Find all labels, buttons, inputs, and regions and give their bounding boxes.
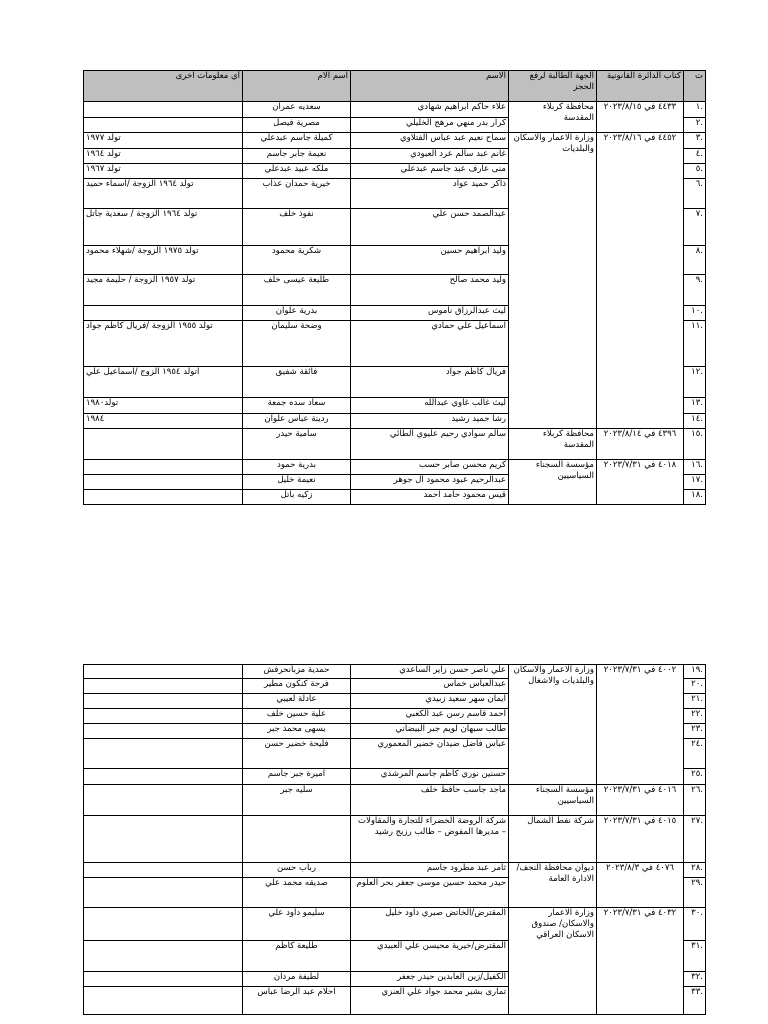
mother-name: بدرية حمود bbox=[243, 460, 351, 475]
legal-dept-book: ٤٠٧٦ في ٢٠٢٣/٨/٣ bbox=[597, 863, 684, 908]
other-info bbox=[84, 739, 243, 769]
other-info bbox=[84, 878, 243, 908]
requesting-authority: مؤسسة السجناء السياسيين bbox=[509, 460, 597, 505]
other-info bbox=[84, 306, 243, 321]
mother-name: نعيمة خليل bbox=[243, 475, 351, 490]
other-info: تولد ١٩٧٧ bbox=[84, 133, 243, 149]
legal-dept-book: ٤٣٩٦ في ٢٠٢٣/٨/١٤ bbox=[597, 429, 684, 460]
legal-dept-book: ٤٠٣٢ في ٢٠٢٣/٧/٣١ bbox=[597, 908, 684, 1015]
person-name: الكفيل/زين العابدين حيدر جعفر bbox=[351, 972, 509, 987]
mother-name: فرحة كنكون مطير bbox=[243, 679, 351, 694]
other-info bbox=[84, 118, 243, 133]
row-number: .٢٥ bbox=[684, 769, 706, 785]
other-info bbox=[84, 665, 243, 679]
header-info: أي معلومات اخرى bbox=[84, 71, 243, 102]
mother-name: سعديه عمران bbox=[243, 102, 351, 118]
row-number: .٥ bbox=[684, 164, 706, 179]
other-info: اتولد ١٩٥٤ الزوج /اسماعيل علي bbox=[84, 367, 243, 398]
other-info bbox=[84, 679, 243, 694]
person-name: المقترض/الخاتض صبري داود خليل bbox=[351, 908, 509, 941]
mother-name: فليحة خضير حسن bbox=[243, 739, 351, 769]
row-number: .١٥ bbox=[684, 429, 706, 460]
other-info: تولد ١٩٦٤ الزوجة / سعدية جاتل bbox=[84, 209, 243, 246]
row-number: .٢١ bbox=[684, 694, 706, 709]
other-info: تولد ١٩٦٤ bbox=[84, 149, 243, 164]
row-number: .٢٩ bbox=[684, 878, 706, 908]
row-number: .٢٠ bbox=[684, 679, 706, 694]
legal-dept-book: ٤٠١٨ في ٢٠٢٣/٧/٣١ bbox=[597, 460, 684, 505]
row-number: .٢٧ bbox=[684, 816, 706, 863]
person-name: علاء حاكم ابراهيم شهادي bbox=[351, 102, 509, 118]
person-name: ماجد جاسب حافظ خلف bbox=[351, 785, 509, 816]
requesting-authority: وزارة الاعمار والاسكان والبلديات bbox=[509, 133, 597, 429]
row-number: .٢٢ bbox=[684, 709, 706, 724]
person-name: شركة الروضة الخضراء للتجارة والمقاولات – مديرها المفوض – طالب رزيج رشيد bbox=[351, 816, 509, 863]
person-name: عبدالرحيم عبود محمود ال جوهر bbox=[351, 475, 509, 490]
other-info bbox=[84, 908, 243, 941]
row-number: .١٩ bbox=[684, 665, 706, 679]
mother-name: شكرية محمود bbox=[243, 246, 351, 275]
person-name: حسنين نوري كاظم جاسم المرشدي bbox=[351, 769, 509, 785]
table-row bbox=[84, 665, 706, 679]
row-number: .٣٠ bbox=[684, 908, 706, 941]
person-name: عبدالصمد حسن علي bbox=[351, 209, 509, 246]
person-name: منى عارف عبد جاسم عبدعلي bbox=[351, 164, 509, 179]
other-info bbox=[84, 709, 243, 724]
requesting-authority: ديوان محافظة النجف/الادارة العامة bbox=[509, 863, 597, 908]
mother-name: وضحة سليمان bbox=[243, 321, 351, 367]
table-row bbox=[84, 102, 706, 118]
mother-name: احلام عبد الرضا عباس bbox=[243, 987, 351, 1015]
legal-dept-book: ٤٤٣٣ في ٢٠٢٣/٨/١٥ bbox=[597, 102, 684, 133]
mother-name: طليعة عيسى خلف bbox=[243, 275, 351, 306]
other-info bbox=[84, 863, 243, 878]
other-info: تولد ١٩٧٥ الزوجة /شهلاء محمود bbox=[84, 246, 243, 275]
requesting-authority: شركة نفط الشمال bbox=[509, 816, 597, 863]
table-row bbox=[84, 908, 706, 941]
person-name: فريال كاظم جواد bbox=[351, 367, 509, 398]
mother-name: زكيه باتل bbox=[243, 490, 351, 505]
mother-name: سعاد سده جمعة bbox=[243, 398, 351, 414]
person-name: غانم عبد سالم عرد العبودي bbox=[351, 149, 509, 164]
lifting-seizure-table-2 bbox=[83, 664, 706, 1015]
row-number: .٢٦ bbox=[684, 785, 706, 816]
mother-name: علية حسين خلف bbox=[243, 709, 351, 724]
other-info bbox=[84, 724, 243, 739]
row-number: .١٠ bbox=[684, 306, 706, 321]
mother-name: فائقة شفيق bbox=[243, 367, 351, 398]
person-name: المقترض/خيرية محيسن علي العبيدي bbox=[351, 941, 509, 972]
person-name: حيدر محمد حسين موسى جعفر بحر العلوم bbox=[351, 878, 509, 908]
mother-name: سليمو داود علي bbox=[243, 908, 351, 941]
other-info bbox=[84, 972, 243, 987]
other-info bbox=[84, 694, 243, 709]
person-name: ليث غالب غاوي عبدالله bbox=[351, 398, 509, 414]
other-info bbox=[84, 769, 243, 785]
row-number: .٣٣ bbox=[684, 987, 706, 1015]
person-name: ايمان سهر سعيد زبيدي bbox=[351, 694, 509, 709]
person-name: علي ناصر حسن زاير الساعدي bbox=[351, 665, 509, 679]
person-name: كريم محسن صابر حسب bbox=[351, 460, 509, 475]
other-info: تولد ١٩٦٧ bbox=[84, 164, 243, 179]
other-info bbox=[84, 429, 243, 460]
other-info bbox=[84, 816, 243, 863]
person-name: وليد محمد صالح bbox=[351, 275, 509, 306]
row-number: .١٦ bbox=[684, 460, 706, 475]
mother-name: صديقه محمد علي bbox=[243, 878, 351, 908]
requesting-authority: محافظة كربلاء المقدسة bbox=[509, 429, 597, 460]
person-name: سالم سوادي رحيم عليوي الطائي bbox=[351, 429, 509, 460]
mother-name: نعيمة جابر جاسم bbox=[243, 149, 351, 164]
other-info: تولد١٩٨٠ bbox=[84, 398, 243, 414]
row-number: .١ bbox=[684, 102, 706, 118]
legal-dept-book: ٤٤٥٢ في ٢٠٢٣/٨/١٦ bbox=[597, 133, 684, 429]
mother-name: ملكه عبيد عبدعلي bbox=[243, 164, 351, 179]
mother-name: طليعة كاظم bbox=[243, 941, 351, 972]
mother-name: اميرة جبر جاسم bbox=[243, 769, 351, 785]
row-number: .١٤ bbox=[684, 414, 706, 429]
other-info bbox=[84, 785, 243, 816]
requesting-authority: مؤسسة السجناء السياسيين bbox=[509, 785, 597, 816]
person-name: ثامر عبد مطرود جاسم bbox=[351, 863, 509, 878]
row-number: .٩ bbox=[684, 275, 706, 306]
table-row bbox=[84, 133, 706, 149]
other-info: تولد ١٩٦٤ الزوجة /اسماء حميد bbox=[84, 179, 243, 209]
requesting-authority: وزارة الاعمار والاسكان والبلديات والاشغال bbox=[509, 665, 597, 785]
table-row bbox=[84, 816, 706, 863]
other-info bbox=[84, 490, 243, 505]
header-book: كتاب الدائرة القانونية bbox=[597, 71, 684, 102]
mother-name: مصرية فيصل bbox=[243, 118, 351, 133]
header-name: الاسم bbox=[351, 71, 509, 102]
mother-name: عادلة لعيبي bbox=[243, 694, 351, 709]
person-name: كرار بدر منهي مرهج الخليلي bbox=[351, 118, 509, 133]
other-info: ١٩٨٤ bbox=[84, 414, 243, 429]
row-number: .٢٣ bbox=[684, 724, 706, 739]
mother-name: يسهى محمد جبر bbox=[243, 724, 351, 739]
mother-name: حمدية مزبانحرفش bbox=[243, 665, 351, 679]
mother-name: ردينة عباس علوان bbox=[243, 414, 351, 429]
row-number: .٨ bbox=[684, 246, 706, 275]
row-number: .٢٤ bbox=[684, 739, 706, 769]
table-row bbox=[84, 785, 706, 816]
table-header-row bbox=[84, 71, 706, 102]
header-authority: الجهة الطالبة لرفع الحجز bbox=[509, 71, 597, 102]
row-number: .٣١ bbox=[684, 941, 706, 972]
header-mother: اسم الام bbox=[243, 71, 351, 102]
row-number: .٣٢ bbox=[684, 972, 706, 987]
requesting-authority: وزارة الاعمار والاسكان/ صندوق الاسكان العراقي bbox=[509, 908, 597, 1015]
mother-name: سليه جبر bbox=[243, 785, 351, 816]
other-info bbox=[84, 941, 243, 972]
other-info bbox=[84, 475, 243, 490]
other-info bbox=[84, 987, 243, 1015]
mother-name: كميلة جاسم عبدعلي bbox=[243, 133, 351, 149]
person-name: قيس محمود حامد احمد bbox=[351, 490, 509, 505]
person-name: عبدالعباس خماس bbox=[351, 679, 509, 694]
row-number: .١٣ bbox=[684, 398, 706, 414]
person-name: وليد ابراهيم حسين bbox=[351, 246, 509, 275]
person-name: سماح نعيم عبد عباس الفتلاوي bbox=[351, 133, 509, 149]
table-row bbox=[84, 863, 706, 878]
row-number: .٦ bbox=[684, 179, 706, 209]
row-number: .٣ bbox=[684, 133, 706, 149]
row-number: .١١ bbox=[684, 321, 706, 367]
mother-name: بدرية علوان bbox=[243, 306, 351, 321]
row-number: .٧ bbox=[684, 209, 706, 246]
row-number: .١٢ bbox=[684, 367, 706, 398]
person-name: طالب سبهان لويم جبر البيضاني bbox=[351, 724, 509, 739]
other-info bbox=[84, 102, 243, 118]
person-name: اسماعيل علي حمادي bbox=[351, 321, 509, 367]
person-name: رشا حميد رشيد bbox=[351, 414, 509, 429]
legal-dept-book: ٤٠٠٢ في ٢٠٢٣/٧/٣١ bbox=[597, 665, 684, 785]
row-number: .٢٨ bbox=[684, 863, 706, 878]
legal-dept-book: ٤٠١٥ في ٢٠٢٣/٧/٣١ bbox=[597, 816, 684, 863]
row-number: .٤ bbox=[684, 149, 706, 164]
person-name: ذاكر حميد عواد bbox=[351, 179, 509, 209]
other-info bbox=[84, 460, 243, 475]
person-name: احمد قاسم رسن عبد الكعبي bbox=[351, 709, 509, 724]
person-name: ليث عبدالرزاق ناموس bbox=[351, 306, 509, 321]
header-num: ت bbox=[684, 71, 706, 102]
mother-name bbox=[243, 816, 351, 863]
other-info: تولد ١٩٥٧ الزوجة / حليمة مجيد bbox=[84, 275, 243, 306]
mother-name: رباب حسن bbox=[243, 863, 351, 878]
row-number: .٢ bbox=[684, 118, 706, 133]
legal-dept-book: ٤٠١٦ في ٢٠٢٣/٧/٣١ bbox=[597, 785, 684, 816]
mother-name: نفوذ خلف bbox=[243, 209, 351, 246]
row-number: .١٨ bbox=[684, 490, 706, 505]
table-row bbox=[84, 429, 706, 460]
requesting-authority: محافظة كربلاء المقدسة bbox=[509, 102, 597, 133]
lifting-seizure-table-1 bbox=[83, 70, 706, 505]
person-name: تمارى بشير محمد جواد علي العنزي bbox=[351, 987, 509, 1015]
other-info: تولد ١٩٥٥ الزوجة /فريال كاظم جواد bbox=[84, 321, 243, 367]
row-number: .١٧ bbox=[684, 475, 706, 490]
mother-name: خيرية حمدان عذاب bbox=[243, 179, 351, 209]
person-name: عباس فاضل ضيدان خضير المعموري bbox=[351, 739, 509, 769]
mother-name: لطيفة مردان bbox=[243, 972, 351, 987]
table-row bbox=[84, 460, 706, 475]
mother-name: سامية حيدر bbox=[243, 429, 351, 460]
